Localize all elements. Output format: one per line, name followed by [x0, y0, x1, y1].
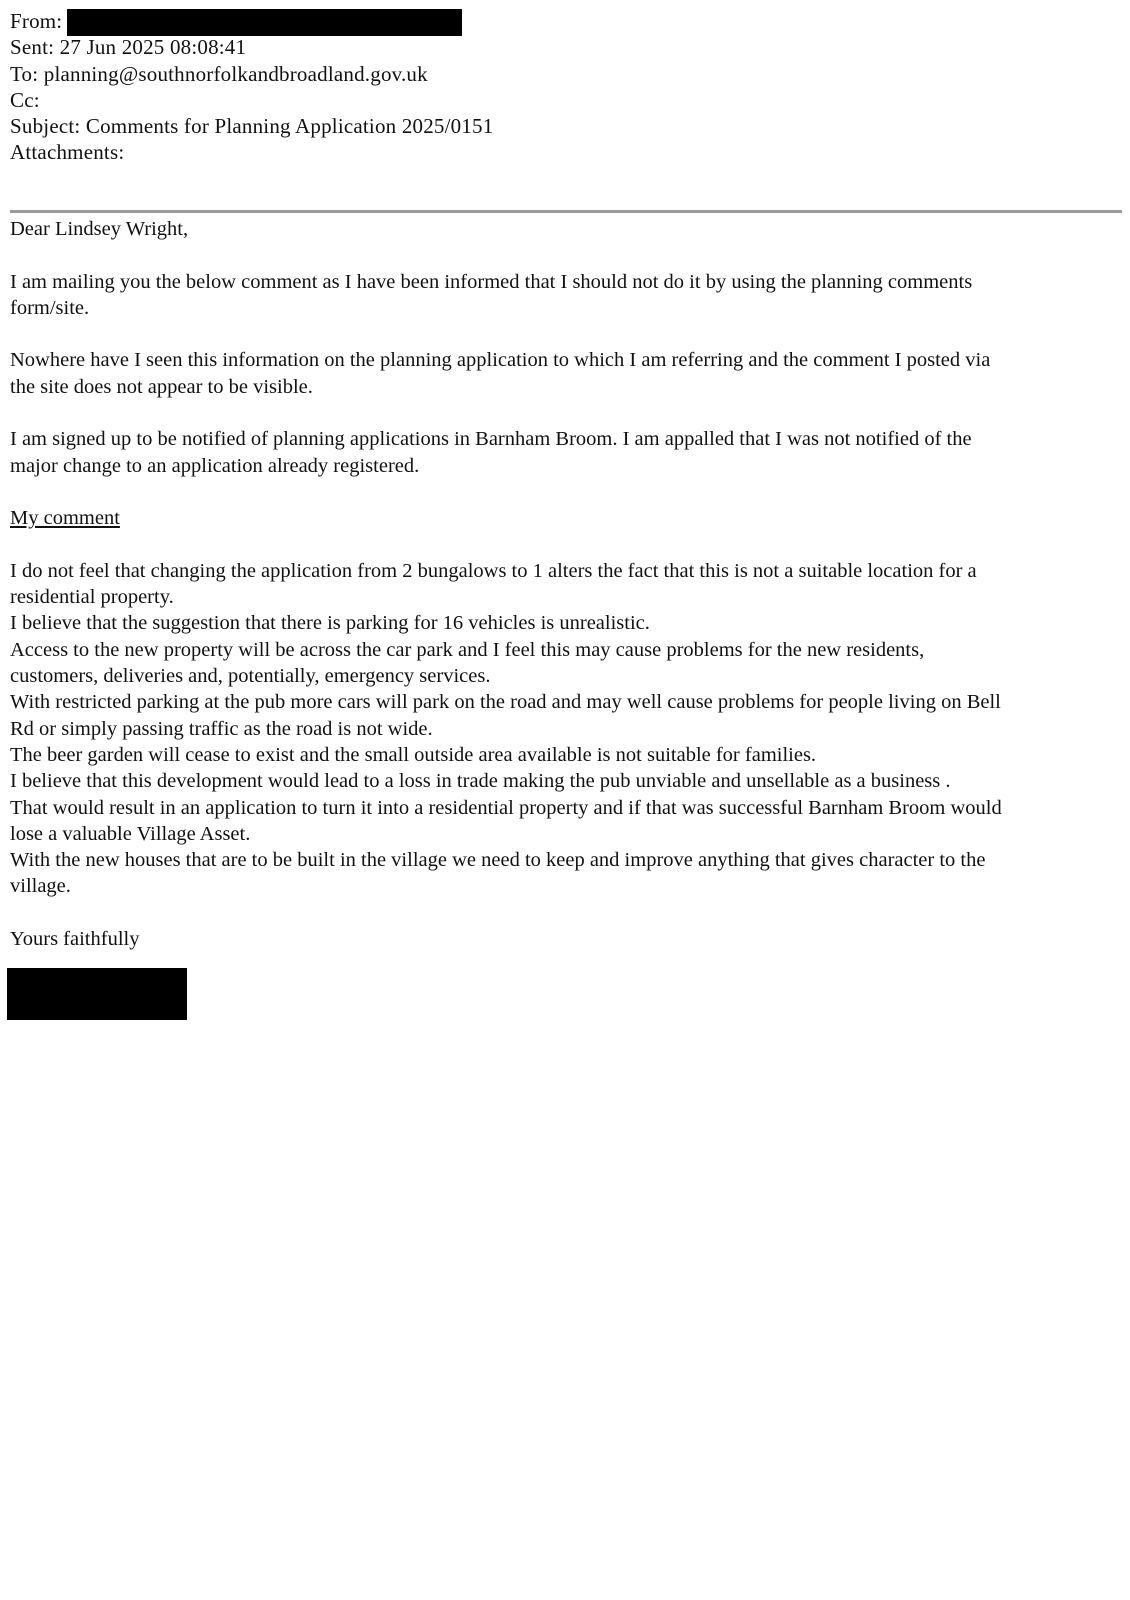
comment-line: residential property.: [10, 586, 174, 609]
comment-line: The beer garden will cease to exist and the small outside area available is not suitable for families.: [10, 743, 817, 766]
from-line: [10, 8, 493, 34]
comment-line: With the new houses that are to be built in the village we need to keep and improve anything that gives character to the: [10, 849, 986, 872]
header-divider: [10, 210, 1122, 213]
comment-line: I believe that the suggestion that there is parking for 16 vehicles is unrealistic.: [10, 612, 650, 635]
paragraph-mailing-reason: [10, 269, 1120, 322]
signoff: Yours faithfully: [10, 928, 140, 951]
paragraph-line: Nowhere have I seen this information on the planning application to which I am referring and the comment I posted via: [10, 349, 991, 372]
attachments-line: Attachments:: [10, 140, 125, 165]
paragraph-notification: [10, 426, 1120, 479]
comment-line: With restricted parking at the pub more cars will park on the road and may well cause problems for people living on Bell: [10, 691, 1001, 714]
comment-line: That would result in an application to turn it into a residential property and if that was successful Barnham Broom would: [10, 796, 1002, 819]
to-line: To: planning@southnorfolkandbroadland.gov.uk: [10, 61, 428, 86]
comment-body: [10, 558, 1120, 900]
comment-line: I do not feel that changing the application from 2 bungalows to 1 alters the fact that this is not a suitable location for a: [10, 559, 977, 582]
paragraph-line: major change to an application already registered.: [10, 454, 420, 477]
greeting: Dear Lindsey Wright,: [10, 218, 189, 240]
comment-heading: [10, 505, 1120, 531]
comment-line: Rd or simply passing traffic as the road is not wide.: [10, 717, 433, 740]
comment-heading-text: My comment: [10, 507, 120, 530]
comment-line: I believe that this development would lead to a loss in trade making the pub unviable and unsellable as a business .: [10, 770, 951, 793]
redacted-sender: [67, 9, 462, 36]
comment-line: Access to the new property will be across the car park and I feel this may cause problems for the new residents,: [10, 638, 925, 661]
subject-line: Subject: Comments for Planning Application 2025/0151: [10, 114, 494, 139]
paragraph-line: form/site.: [10, 296, 90, 319]
from-label: From:: [10, 9, 63, 33]
paragraph-line: I am signed up to be notified of planning applications in Barnham Broom. I am appalled that I was not notified of the: [10, 428, 972, 451]
comment-line: customers, deliveries and, potentially, emergency services.: [10, 665, 491, 688]
email-header: [10, 8, 493, 166]
cc-line: Cc:: [10, 87, 40, 112]
email-body: [10, 216, 1120, 952]
comment-line: village.: [10, 875, 71, 898]
paragraph-line: I am mailing you the below comment as I have been informed that I should not do it by using the planning comments: [10, 270, 973, 293]
comment-line: lose a valuable Village Asset.: [10, 822, 251, 845]
paragraph-line: the site does not appear to be visible.: [10, 375, 313, 398]
paragraph-visibility: [10, 347, 1120, 400]
redacted-signature: [7, 968, 187, 1020]
sent-line: Sent: 27 Jun 2025 08:08:41: [10, 35, 247, 60]
